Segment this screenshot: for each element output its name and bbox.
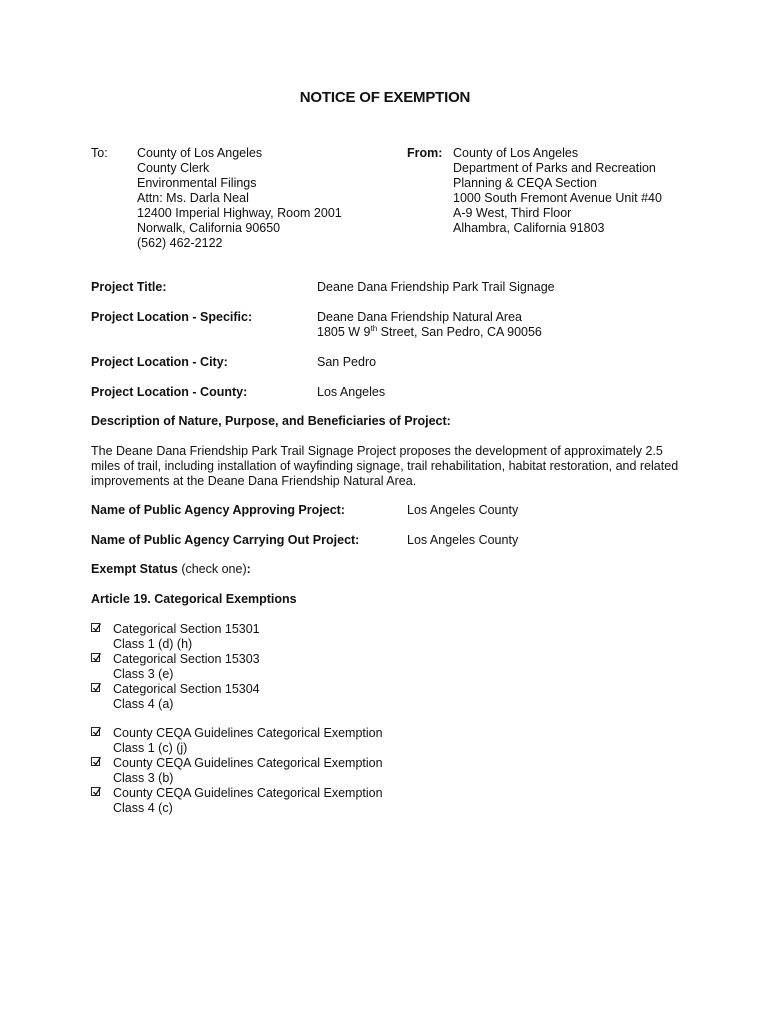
to-address-lines	[137, 146, 342, 251]
to-line: (562) 462-2122	[137, 236, 223, 250]
exemption-section: Categorical Section 15304	[113, 682, 260, 696]
project-title-value: Deane Dana Friendship Park Trail Signage	[317, 280, 555, 294]
checkbox-checked-icon[interactable]	[91, 727, 100, 736]
exemption-class: Class 4 (a)	[113, 697, 174, 711]
exemption-section: Categorical Section 15303	[113, 652, 260, 666]
exemption-section: County CEQA Guidelines Categorical Exemption	[113, 726, 383, 740]
from-line: A-9 West, Third Floor	[453, 206, 572, 220]
exemption-section: County CEQA Guidelines Categorical Exemption	[113, 756, 383, 770]
checkbox-checked-icon[interactable]	[91, 757, 100, 766]
to-line: Attn: Ms. Darla Neal	[137, 191, 249, 205]
exemption-class: Class 4 (c)	[113, 801, 173, 815]
exemption-section: County CEQA Guidelines Categorical Exemption	[113, 786, 383, 800]
checkbox-checked-icon[interactable]	[91, 683, 100, 692]
exempt-status-colon: :	[246, 562, 251, 576]
from-line: Alhambra, California 91803	[453, 221, 605, 235]
exemption-section: Categorical Section 15301	[113, 622, 260, 636]
from-line: County of Los Angeles	[453, 146, 579, 160]
from-line: 1000 South Fremont Avenue Unit #40	[453, 191, 662, 205]
document-title: NOTICE OF EXEMPTION	[299, 89, 471, 106]
description-line: improvements at the Deane Dana Friendship Natural Area.	[91, 474, 417, 488]
exempt-status-note: (check one)	[177, 562, 247, 576]
project-location-city-value: San Pedro	[317, 355, 377, 369]
to-line: Environmental Filings	[137, 176, 257, 190]
carrying-agency-label: Name of Public Agency Carrying Out Project:	[91, 533, 360, 547]
project-title-label: Project Title:	[91, 280, 167, 294]
description-line: The Deane Dana Friendship Park Trail Signage Project proposes the development of approximately 2.5	[91, 444, 663, 458]
article-heading: Article 19. Categorical Exemptions	[91, 592, 297, 606]
carrying-agency-value: Los Angeles County	[407, 533, 519, 547]
to-line: County of Los Angeles	[137, 146, 263, 160]
exempt-status-label	[91, 562, 251, 577]
exemption-class: Class 1 (c) (j)	[113, 741, 188, 755]
to-line: Norwalk, California 90650	[137, 221, 281, 235]
from-line: Planning & CEQA Section	[453, 176, 597, 190]
exemption-class: Class 3 (e)	[113, 667, 174, 681]
description-line: miles of trail, including installation of wayfinding signage, trail rehabilitation, habitat restoration, and related	[91, 459, 679, 473]
address-rest: Street, San Pedro, CA 90056	[377, 325, 542, 339]
project-location-county-value: Los Angeles	[317, 385, 386, 399]
ordinal-suffix: th	[370, 323, 378, 333]
project-location-specific-line2	[317, 325, 542, 340]
description-heading: Description of Nature, Purpose, and Beneficiaries of Project:	[91, 414, 451, 428]
address-street-number: 1805 W 9	[317, 325, 371, 339]
from-line: Department of Parks and Recreation	[453, 161, 656, 175]
from-address-lines	[453, 146, 662, 236]
exempt-status-bold: Exempt Status	[91, 562, 178, 576]
approving-agency-value: Los Angeles County	[407, 503, 519, 517]
exemption-class: Class 3 (b)	[113, 771, 174, 785]
exemption-class: Class 1 (d) (h)	[113, 637, 193, 651]
to-label: To:	[91, 146, 108, 160]
checkbox-checked-icon[interactable]	[91, 787, 100, 796]
project-location-city-label: Project Location - City:	[91, 355, 228, 369]
description-paragraph	[91, 444, 691, 489]
checkbox-checked-icon[interactable]	[91, 623, 100, 632]
project-location-specific-line1: Deane Dana Friendship Natural Area	[317, 310, 522, 324]
from-label: From:	[407, 146, 443, 160]
checkbox-checked-icon[interactable]	[91, 653, 100, 662]
to-line: 12400 Imperial Highway, Room 2001	[137, 206, 342, 220]
to-line: County Clerk	[137, 161, 210, 175]
project-location-county-label: Project Location - County:	[91, 385, 248, 399]
approving-agency-label: Name of Public Agency Approving Project:	[91, 503, 345, 517]
project-location-specific-label: Project Location - Specific:	[91, 310, 253, 324]
